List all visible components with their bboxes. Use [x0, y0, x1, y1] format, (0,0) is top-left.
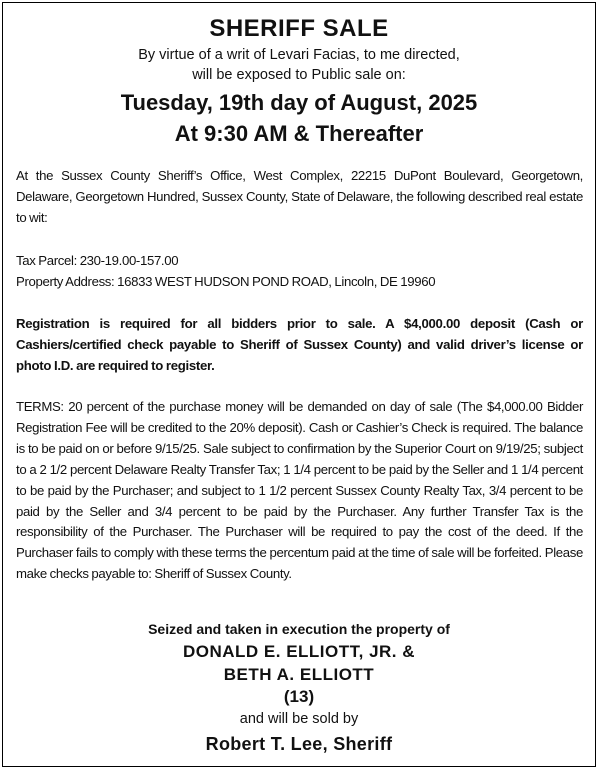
sale-time: At 9:30 AM & Thereafter [174, 121, 424, 146]
tax-parcel: Tax Parcel: 230-19.00-157.00 [16, 253, 179, 268]
sold-by-line: and will be sold by [239, 711, 359, 727]
sheriff-sale-notice [2, 2, 596, 767]
notice-title: SHERIFF SALE [209, 15, 389, 42]
intro-line-2: will be exposed to Public sale on: [192, 67, 406, 83]
notice-intro [3, 45, 595, 85]
sale-date: Tuesday, 19th day of August, 2025 [120, 90, 478, 115]
owner-name-2: BETH A. ELLIOTT [223, 665, 375, 684]
owner-name-1: DONALD E. ELLIOTT, JR. & [182, 642, 416, 661]
location-paragraph: At the Sussex County Sheriff’s Office, West Complex, 22215 DuPont Boulevard, Georgetown, Delaware, Georgetown Hundred, Sussex County, State of Delaware, the following described real estate to wit: [16, 168, 583, 225]
sheriff-name: Robert T. Lee, Sheriff [205, 734, 393, 754]
intro-line-1: By virtue of a writ of Levari Facias, to me directed, [138, 47, 460, 63]
registration-paragraph: Registration is required for all bidders prior to sale. A $4,000.00 deposit (Cash or Cashiers/certified check payable to Sheriff of Sussex County) and valid driver’s license or photo I.D. are required to register. [16, 316, 583, 373]
terms-paragraph: TERMS: 20 percent of the purchase money will be demanded on day of sale (The $4,000.00 Bidder Registration Fee will be credited to the 20% deposit). Cash or Cashier’s Check is required. The balance is to be paid on or before 9/15/25. Sale subject to confirmation by the Superior Court on 9/19/25; subject to a 2 1/2 percent Delaware Realty Transfer Tax; 1 1/4 percent to be paid by the Seller and 1 1/4 percent to be paid by the Purchaser; and subject to 1 1/2 percent Sussex County Realty Tax, 3/4 percent to be paid by the Seller and 3/4 percent to be paid by the Purchaser. Any further Transfer Tax is the responsibility of the Purchaser. The Purchaser will be required to pay the cost of the deed. If the Purchaser fails to comply with these terms the percentum paid at the time of sale will be forfeited. Please make checks payable to: Sheriff of Sussex County. [16, 399, 583, 582]
property-address: Property Address: 16833 WEST HUDSON POND ROAD, Lincoln, DE 19960 [16, 274, 436, 289]
case-number: (13) [283, 687, 315, 706]
seized-line: Seized and taken in execution the property of [148, 621, 450, 637]
